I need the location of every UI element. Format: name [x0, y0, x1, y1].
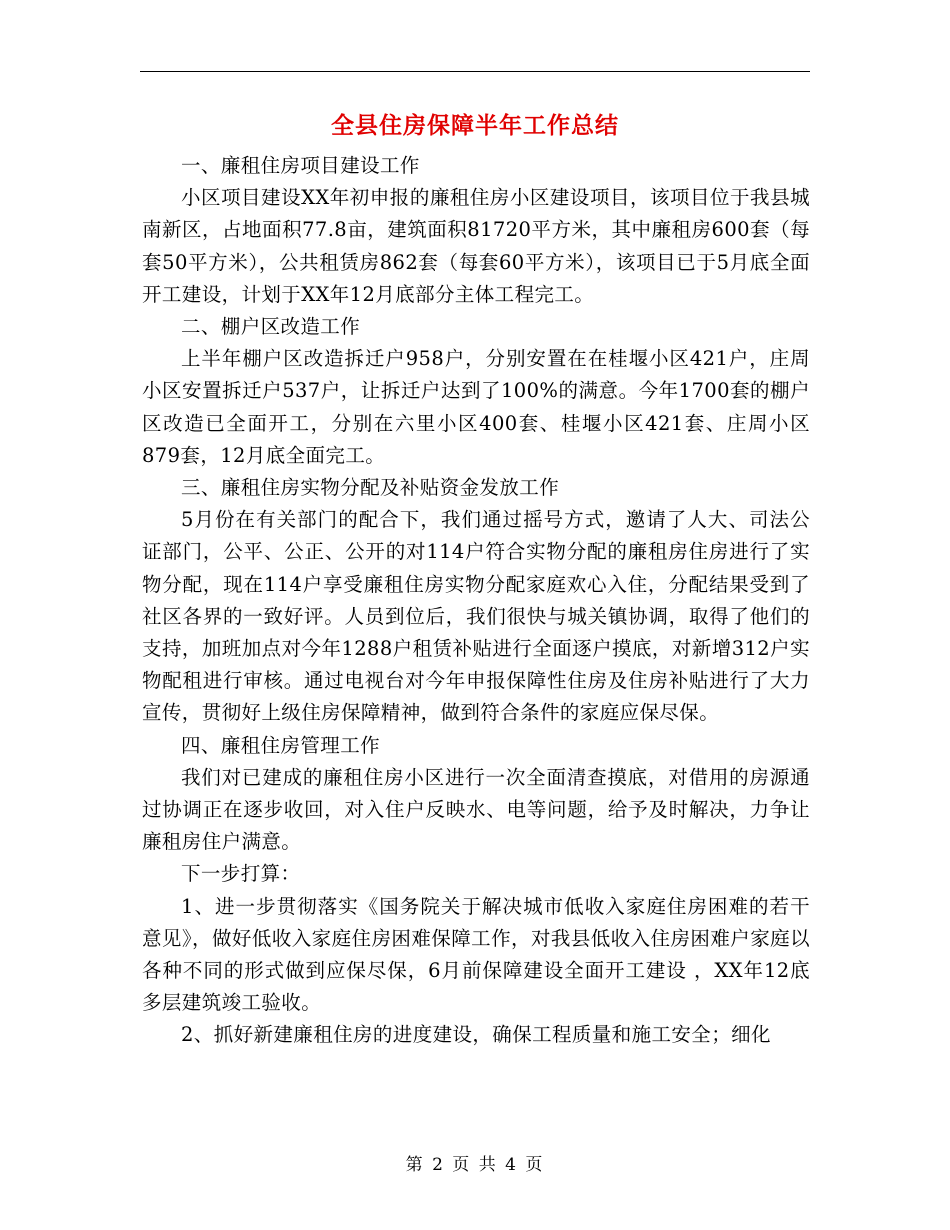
paragraph-next-step-1: 1、进一步贯彻落实《国务院关于解决城市低收入家庭住房困难的若干意见》，做好低收入家庭住房困难保障工作，对我县低收入住房困难户家庭以各种不同的形式做到应保尽保，6月前保障建设全面开工建设 ，XX年12底多层建筑竣工验收。 — [142, 894, 810, 1015]
next-steps-heading: 下一步打算： — [181, 862, 301, 886]
document-body — [142, 150, 810, 1052]
paragraph-next-step-2: 2、抓好新建廉租住房的进度建设，确保工程质量和施工安全；细化 — [181, 1023, 771, 1047]
header-rule — [140, 71, 810, 72]
section-heading-2: 二、棚户区改造工作 — [181, 315, 361, 339]
paragraph-shantytown-renovation: 上半年棚户区改造拆迁户958户，分别安置在在桂堰小区421户，庄周小区安置拆迁户537户，让拆迁户达到了100%的满意。今年1700套的棚户区改造已全面开工，分别在六里小区400套、桂堰小区421套、庄周小区879套，12月底全面完工。 — [142, 347, 810, 467]
section-heading-1: 一、廉租住房项目建设工作 — [181, 154, 420, 177]
section-heading-4: 四、廉租住房管理工作 — [181, 733, 381, 757]
page-number: 第 2 页 共 4 页 — [405, 1155, 545, 1175]
paragraph-housing-management: 我们对已建成的廉租住房小区进行一次全面清查摸底，对借用的房源通过协调正在逐步收回，对入住户反映水、电等问题，给予及时解决，力争让廉租房住户满意。 — [142, 765, 810, 854]
page-title: 全县住房保障半年工作总结 — [331, 112, 619, 139]
paragraph-project-construction: 小区项目建设XX年初申报的廉租住房小区建设项目，该项目位于我县城南新区，占地面积77.8亩，建筑面积81720平方米，其中廉租房600套（每套50平方米），公共租赁房862套（每套60平方米），该项目已于5月底全面开工建设，计划于XX年12月底部分主体工程完工。 — [142, 186, 810, 306]
section-heading-3: 三、廉租住房实物分配及补贴资金发放工作 — [181, 476, 560, 500]
paragraph-allocation-subsidy: 5月份在有关部门的配合下，我们通过摇号方式，邀请了人大、司法公证部门，公平、公正、公开的对114户符合实物分配的廉租房住房进行了实物分配，现在114户享受廉租住房实物分配家庭欢心入住，分配结果受到了社区各界的一致好评。人员到位后，我们很快与城关镇协调，取得了他们的支持，加班加点对今年1288户租赁补贴进行全面逐户摸底，对新增312户实物配租进行审核。通过电视台对今年申报保障性住房及住房补贴进行了大力宣传，贯彻好上级住房保障精神，做到符合条件的家庭应保尽保。 — [142, 508, 810, 725]
